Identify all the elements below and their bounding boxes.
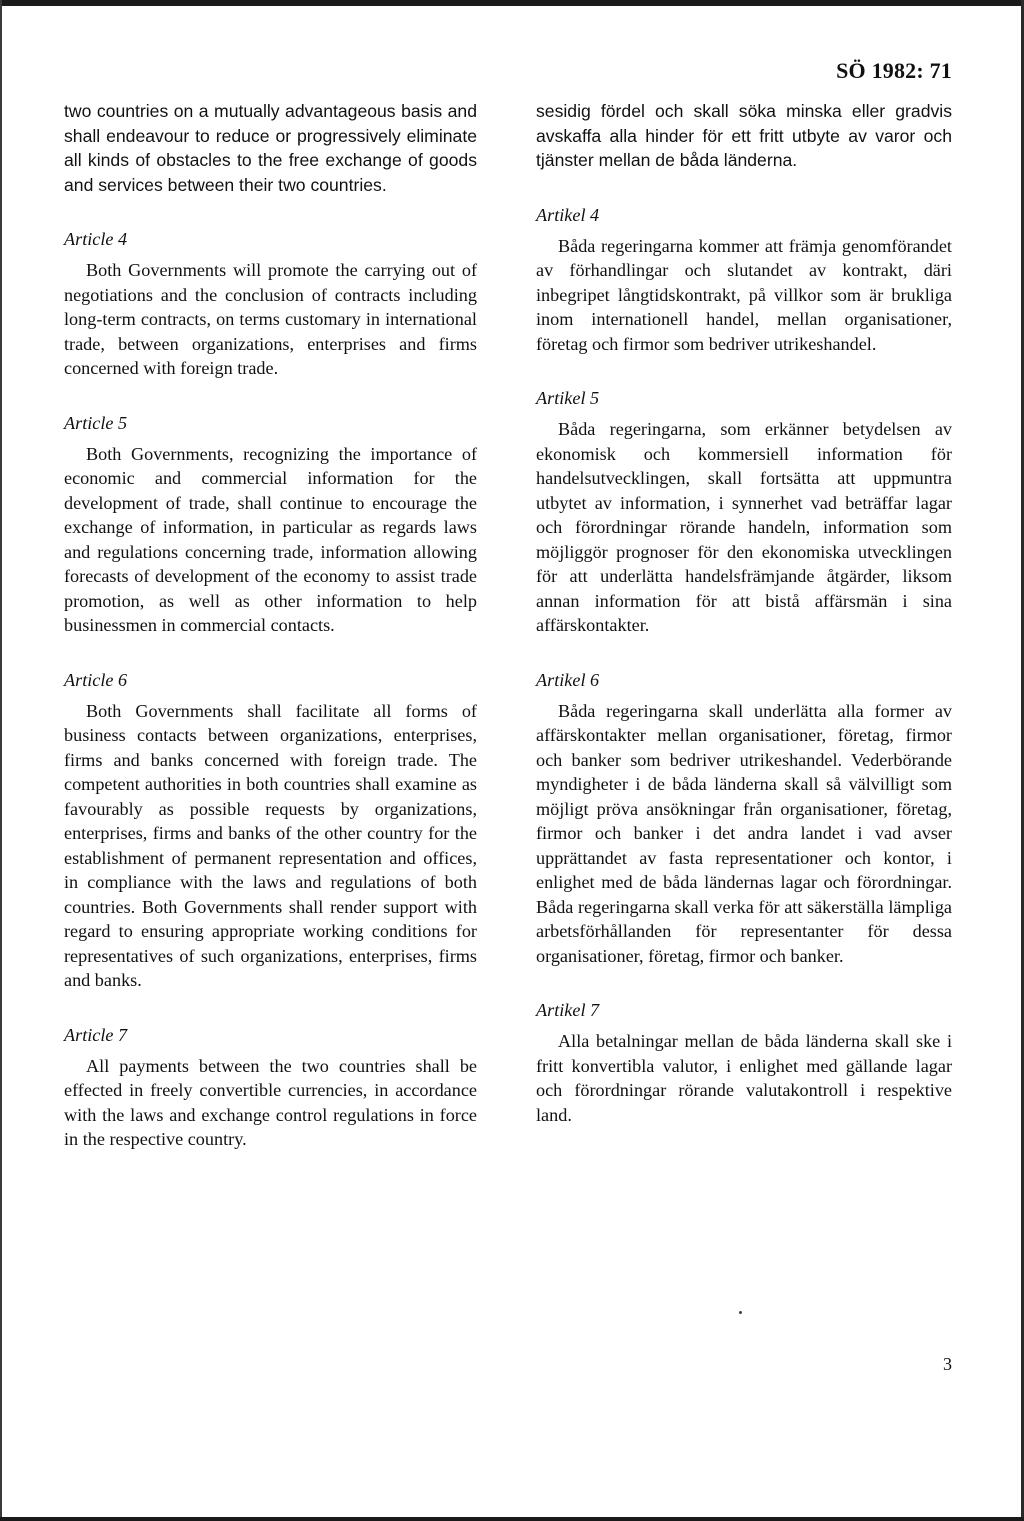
english-article-5 — [64, 411, 477, 638]
page-bottom-border — [0, 1517, 1024, 1521]
swedish-artikel-5 — [536, 386, 952, 638]
page-number: 3 — [943, 1354, 952, 1374]
english-article-4 — [64, 227, 477, 381]
page-top-border — [0, 0, 1024, 6]
swedish-intro-paragraph: sesidig fördel och skall söka minska eller gradvis avskaffa alla hinder för ett fritt utbyte av varor och tjänster mellan de båda länderna. — [536, 101, 952, 170]
article-heading: Artikel 7 — [536, 1000, 600, 1020]
article-heading: Article 5 — [64, 412, 128, 433]
page-left-border — [0, 0, 2, 1521]
article-text: All payments between the two countries shall be effected in freely convertible currencies, in accordance with the laws and exchange control regulations in force in the respective country. — [64, 1055, 477, 1149]
article-heading: Artikel 5 — [536, 388, 600, 408]
article-text: Alla betalningar mellan de båda länderna skall ske i fritt konvertibla valutor, i enlighet med gällande lagar och förordningar rörande valutakontroll i respektive land. — [536, 1031, 952, 1125]
article-heading: Article 6 — [64, 669, 128, 690]
article-heading: Article 4 — [64, 229, 128, 249]
print-speck — [739, 1311, 742, 1314]
english-column — [64, 99, 477, 1152]
swedish-artikel-7 — [536, 998, 952, 1127]
article-text: Båda regeringarna skall underlätta alla former av affärskontakter mellan organisationer, företag, firmor och banker som bedriver utrikeshandel. Vederbörande myndigheter i de båda länderna skall så välvilligt som möjligt pröva ansökningar från organisationer, företag, firmor och banker i det andra landet i vad avser upprättandet av fasta representationer och kontor, i enlighet med de båda ländernas lagar och förordningar. Båda regeringarna skall verka för att säkerställa lämpliga arbetsförhållanden för representanter för dessa organisationer, företag, firmor och banker. — [536, 700, 952, 966]
article-text: Båda regeringarna, som erkänner betydelsen av ekonomisk och kommersiell information för handelsutvecklingen, skall fortsätta att uppmuntra utbytet av information, i synnerhet vad beträffar lagar och förordningar rörande handeln, information som möjliggör prognoser för den ekonomiska utvecklingen för att underlätta handelsfrämjande åtgärder, liksom annan information för att bistå affärsmän i sina affärskontakter. — [536, 419, 952, 635]
article-text: Both Governments shall facilitate all forms of business contacts between organizations, enterprises, firms and banks concerned with foreign trade. The competent authorities in both countries shall examine as favourably as possible requests by organizations, enterprises, firms and banks of the other country for the establishment of permanent representation and offices, in compliance with the laws and regulations of both countries. Both Governments shall render support with regard to ensuring appropriate working conditions for representatives of such organizations, enterprises, firms and banks. — [64, 700, 477, 990]
english-intro-paragraph: two countries on a mutually advantageous basis and shall endeavour to reduce or progressively eliminate all kinds of obstacles to the free exchange of goods and services between their two countries. — [64, 101, 477, 195]
article-heading: Article 7 — [64, 1024, 128, 1045]
article-heading: Artikel 4 — [536, 204, 600, 225]
english-article-7 — [64, 1023, 477, 1152]
document-reference: SÖ 1982: 71 — [836, 58, 952, 83]
article-text: Båda regeringarna kommer att främja genomförandet av förhandlingar och slutandet av kontrakt, däri inbegripet långtidskontrakt, på villkor som är brukliga inom internationell handel, mellan organisationer, företag och firmor som bedriver utrikeshandel. — [536, 235, 952, 354]
english-article-6 — [64, 668, 477, 993]
swedish-artikel-6 — [536, 668, 952, 969]
article-heading: Artikel 6 — [536, 669, 600, 690]
swedish-artikel-4 — [536, 203, 952, 357]
swedish-column — [536, 99, 952, 1127]
article-text: Both Governments will promote the carrying out of negotiations and the conclusion of contracts including long-term contracts, on terms customary in international trade, between organizations, enterprises and firms concerned with foreign trade. — [64, 260, 477, 378]
article-text: Both Governments, recognizing the importance of economic and commercial information for the development of trade, shall continue to encourage the exchange of information, in particular as regards laws and regulations concerning trade, information allowing forecasts of development of the economy to assist trade promotion, as well as other information to help businessmen in commercial contacts. — [64, 443, 477, 635]
